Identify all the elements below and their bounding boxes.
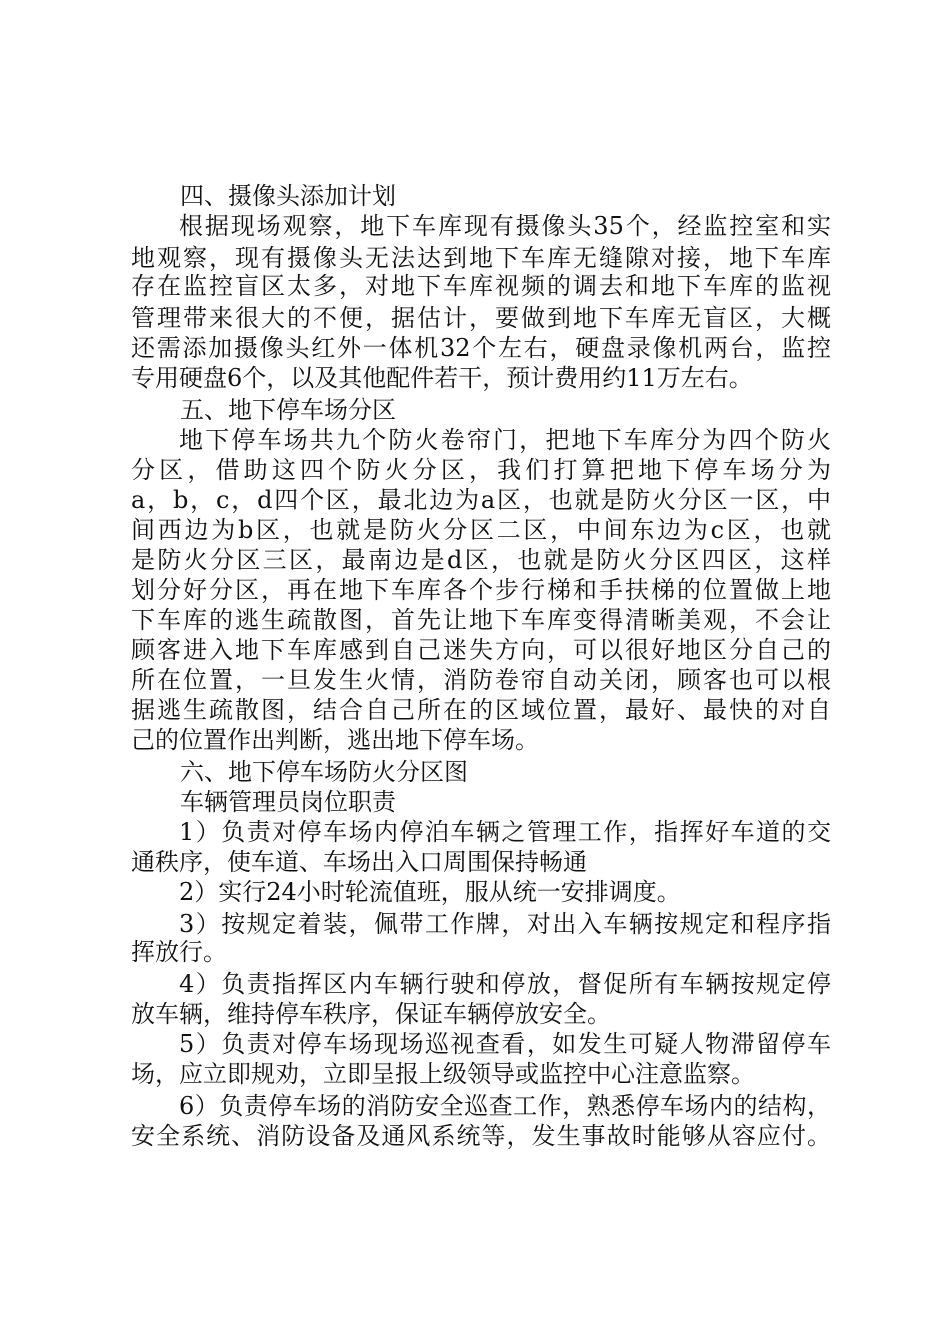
paragraph-line: 还需添加摄像头红外一体机32个左右，硬盘录像机两台，监控 xyxy=(131,334,831,362)
section-heading-fire-zone-map: 六、地下停车场防火分区图 xyxy=(180,758,468,786)
duty-item-4-line: 放车辆，维持停车秩序，保证车辆停放安全。 xyxy=(131,1000,611,1028)
paragraph-line: 地下停车场共九个防火卷帘门，把地下车库分为四个防火 xyxy=(179,426,831,454)
duty-item-3-line: 3）按规定着装，佩带工作牌，对出入车辆按规定和程序指 xyxy=(179,910,831,938)
duty-item-5-line: 5）负责对停车场现场巡视查看，如发生可疑人物滞留停车 xyxy=(179,1030,831,1058)
paragraph-line: 根据现场观察，地下车库现有摄像头35个，经监控室和实 xyxy=(179,212,831,240)
paragraph-line: 管理带来很大的不便，据估计，要做到地下车库无盲区，大概 xyxy=(131,304,831,332)
duty-item-4-line: 4）负责指挥区内车辆行驶和停放，督促所有车辆按规定停 xyxy=(179,970,831,998)
section-heading-camera-plan: 四、摄像头添加计划 xyxy=(180,182,396,210)
duty-item-1-line: 通秩序，使车道、车场出入口周围保持畅通 xyxy=(131,848,587,876)
paragraph-line: 专用硬盘6个，以及其他配件若干，预计费用约11万左右。 xyxy=(131,364,753,392)
duty-item-1-line: 1）负责对停车场内停泊车辆之管理工作，指挥好车道的交 xyxy=(179,818,831,846)
paragraph-line: 顾客进入地下车库感到自己迷失方向，可以很好地区分自己的 xyxy=(131,636,831,664)
paragraph-line: 己的位置作出判断，逃出地下停车场。 xyxy=(131,726,539,754)
duty-item-2-line: 2）实行24小时轮流值班，服从统一安排调度。 xyxy=(179,878,681,906)
paragraph-line: 存在监控盲区太多，对地下车库视频的调去和地下车库的监视 xyxy=(131,272,831,300)
paragraph-line: 划分好分区，再在地下车库各个步行梯和手扶梯的位置做上地 xyxy=(131,576,831,604)
paragraph-line: 地观察，现有摄像头无法达到地下车库无缝隙对接，地下车库 xyxy=(131,244,831,272)
duty-item-3-line: 挥放行。 xyxy=(131,938,227,966)
paragraph-line: 分区，借助这四个防火分区，我们打算把地下停车场分为 xyxy=(131,456,831,484)
paragraph-line: 下车库的逃生疏散图，首先让地下车库变得清晰美观，不会让 xyxy=(131,606,831,634)
duty-item-6-line: 安全系统、消防设备及通风系统等，发生事故时能够从容应付。 xyxy=(131,1122,831,1150)
paragraph-line: 间西边为b区，也就是防火分区二区，中间东边为c区，也就 xyxy=(131,516,831,544)
duty-item-5-line: 场，应立即规劝，立即呈报上级领导或监控中心注意监察。 xyxy=(131,1060,755,1088)
duty-item-6-line: 6）负责停车场的消防安全巡查工作，熟悉停车场内的结构， xyxy=(179,1092,831,1120)
paragraph-line: 是防火分区三区，最南边是d区，也就是防火分区四区，这样 xyxy=(131,546,831,574)
section-heading-vehicle-manager-duties: 车辆管理员岗位职责 xyxy=(180,788,396,816)
paragraph-line: 所在位置，一旦发生火情，消防卷帘自动关闭，顾客也可以根 xyxy=(131,666,831,694)
paragraph-line: a，b，c，d四个区，最北边为a区，也就是防火分区一区，中 xyxy=(131,486,831,514)
paragraph-line: 据逃生疏散图，结合自己所在的区域位置，最好、最快的对自 xyxy=(131,696,831,724)
section-heading-parking-zones: 五、地下停车场分区 xyxy=(180,396,396,424)
